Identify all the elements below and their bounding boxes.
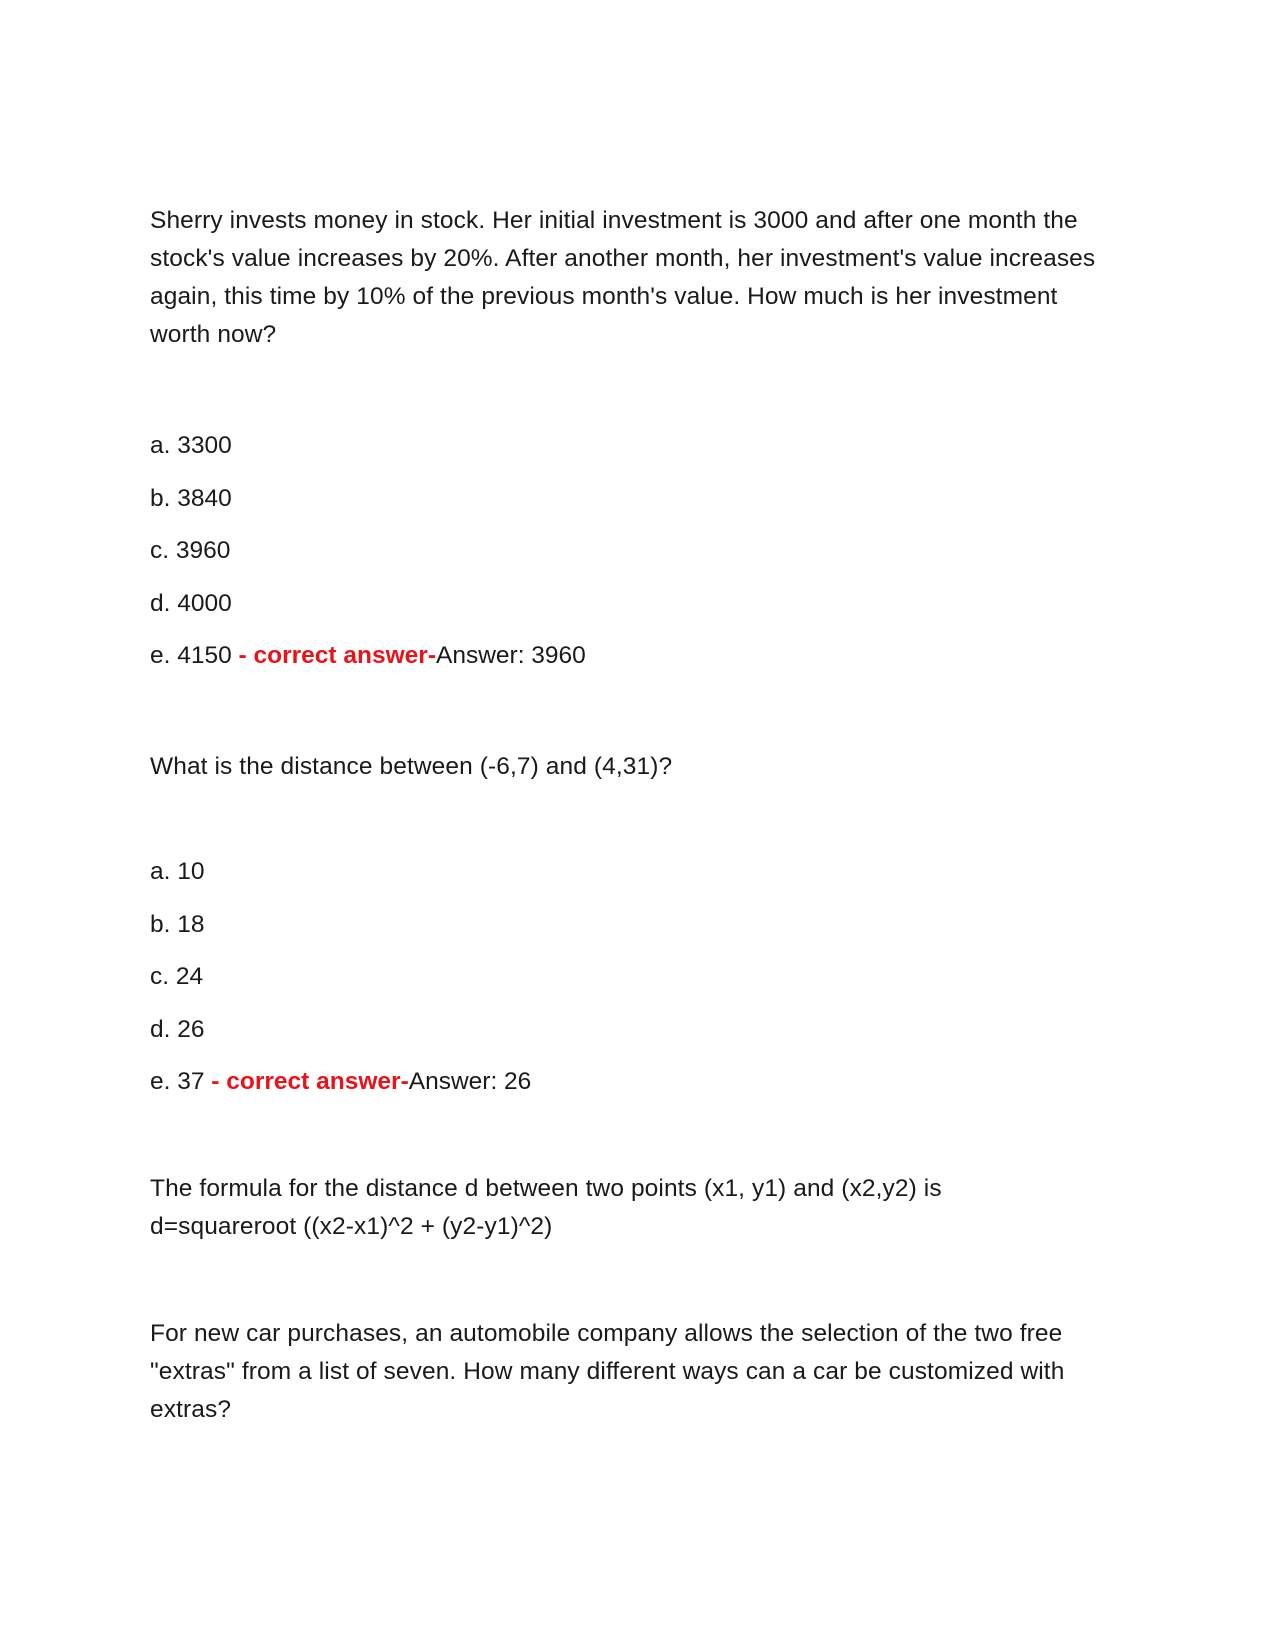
question-1-text: Sherry invests money in stock. Her initial investment is 3000 and after one month the stock's value increases by 20%. After another month, her investment's value increases again, this time by 10% of the previous month's value. How much is her investment worth now?: [150, 207, 1096, 348]
question-1-option-e: e. 4150: [150, 642, 232, 669]
question-2-answer: Answer: 26: [408, 1068, 532, 1095]
question-2-option-e: e. 37: [150, 1068, 205, 1095]
question-2-text: What is the distance between (-6,7) and (4,31)?: [150, 753, 673, 780]
distance-formula-explanation: [150, 1170, 1120, 1246]
explanation-line-2: d=squareroot ((x2-x1)^2 + (y2-y1)^2): [150, 1213, 553, 1240]
question-1-option-c: c. 3960: [150, 537, 231, 564]
question-2-option-a: a. 10: [150, 858, 205, 885]
question-1-answer: Answer: 3960: [436, 642, 586, 669]
question-2-option-c: c. 24: [150, 963, 204, 990]
question-1-option-e-line: [150, 640, 586, 672]
question-3-text: For new car purchases, an automobile company allows the selection of the two free "extras" from a list of seven. How many different ways can a car be customized with extras?: [150, 1320, 1065, 1423]
question-2-option-d: d. 26: [150, 1016, 205, 1043]
question-2-option-b: b. 18: [150, 911, 205, 938]
question-1-option-d: d. 4000: [150, 590, 232, 617]
correct-answer-marker: - correct answer-: [204, 1068, 409, 1095]
question-2-option-e-line: [150, 1066, 531, 1098]
explanation-line-1: The formula for the distance d between two points (x1, y1) and (x2,y2) is: [150, 1175, 942, 1202]
question-1-option-b: b. 3840: [150, 485, 232, 512]
question-1-option-a: a. 3300: [150, 432, 232, 459]
correct-answer-marker: - correct answer-: [231, 642, 436, 669]
